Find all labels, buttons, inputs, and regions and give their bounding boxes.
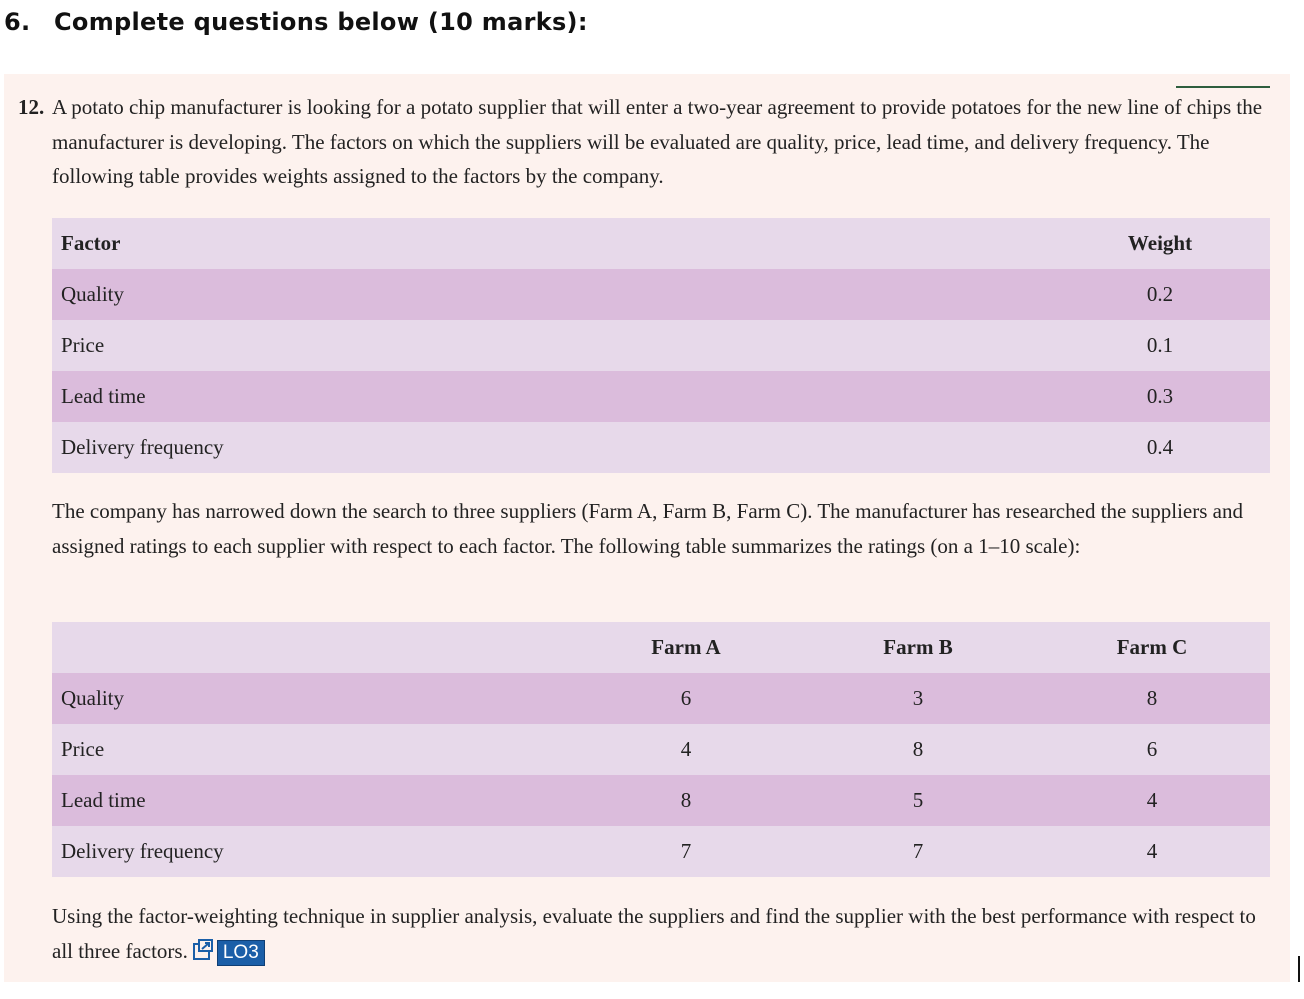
- column-header: Farm B: [883, 635, 953, 659]
- table-row: [52, 724, 1270, 775]
- table-row: [52, 826, 1270, 877]
- section-number: 6.: [4, 8, 31, 36]
- table-row: [52, 320, 1270, 371]
- table-row: [52, 269, 1270, 320]
- learning-objective-badge[interactable]: LO3: [217, 940, 265, 966]
- rating-cell: 4: [1146, 839, 1158, 863]
- factor-cell: Lead time: [61, 788, 146, 812]
- rating-cell: 4: [680, 737, 692, 761]
- text-cursor: [1298, 956, 1300, 982]
- question-closing: [52, 899, 1264, 971]
- closing-text: Using the factor-weighting technique in supplier analysis, evaluate the suppliers and find the supplier with the best performance with respect to all three factors.: [52, 904, 1256, 963]
- weight-cell: 0.1: [1146, 333, 1174, 357]
- column-header: Farm C: [1116, 635, 1188, 659]
- weight-cell: 0.4: [1146, 435, 1174, 459]
- rating-cell: 3: [912, 686, 924, 710]
- column-header: Weight: [1127, 231, 1193, 255]
- weight-cell: 0.3: [1146, 384, 1174, 408]
- rating-cell: 8: [680, 788, 692, 812]
- factor-cell: Delivery frequency: [61, 839, 224, 863]
- rating-cell: 7: [912, 839, 924, 863]
- rating-cell: 6: [1146, 737, 1158, 761]
- ratings-table: [52, 622, 1270, 877]
- question-intro: A potato chip manufacturer is looking for a potato supplier that will enter a two-year agreement to provide potatoes for the new line of chips the manufacturer is developing. The factors on which the suppliers will be evaluated are quality, price, lead time, and delivery frequency. The following table provides weights assigned to the factors by the company.: [52, 95, 1263, 188]
- factor-cell: Lead time: [61, 384, 146, 408]
- rating-cell: 8: [912, 737, 924, 761]
- section-title: Complete questions below (10 marks):: [54, 8, 588, 36]
- column-header: Farm A: [651, 635, 721, 659]
- question-number: 12.: [18, 95, 45, 119]
- section-heading: [4, 8, 588, 36]
- factor-cell: Delivery frequency: [61, 435, 224, 459]
- external-link-icon[interactable]: [192, 937, 214, 972]
- factor-cell: Quality: [61, 686, 124, 710]
- rating-cell: 8: [1146, 686, 1158, 710]
- rating-cell: 5: [912, 788, 924, 812]
- table-header-row: [52, 622, 1270, 673]
- rating-cell: 7: [680, 839, 692, 863]
- table-header-row: [52, 218, 1270, 269]
- rating-cell: 4: [1146, 788, 1158, 812]
- column-header: Factor: [61, 231, 121, 255]
- table-row: [52, 673, 1270, 724]
- question-middle: The company has narrowed down the search to three suppliers (Farm A, Farm B, Farm C). The manufacturer has researched the suppliers and assigned ratings to each supplier with respect to each factor. The following table summarizes the ratings (on a 1–10 scale):: [52, 499, 1243, 558]
- table-row: [52, 775, 1270, 826]
- factor-cell: Price: [61, 737, 105, 761]
- rating-cell: 6: [680, 686, 692, 710]
- column-header: [52, 622, 570, 673]
- table-row: [52, 422, 1270, 473]
- table-row: [52, 371, 1270, 422]
- weights-table: [52, 218, 1270, 473]
- page-divider: [1176, 86, 1270, 88]
- factor-cell: Quality: [61, 282, 124, 306]
- weight-cell: 0.2: [1146, 282, 1174, 306]
- factor-cell: Price: [61, 333, 105, 357]
